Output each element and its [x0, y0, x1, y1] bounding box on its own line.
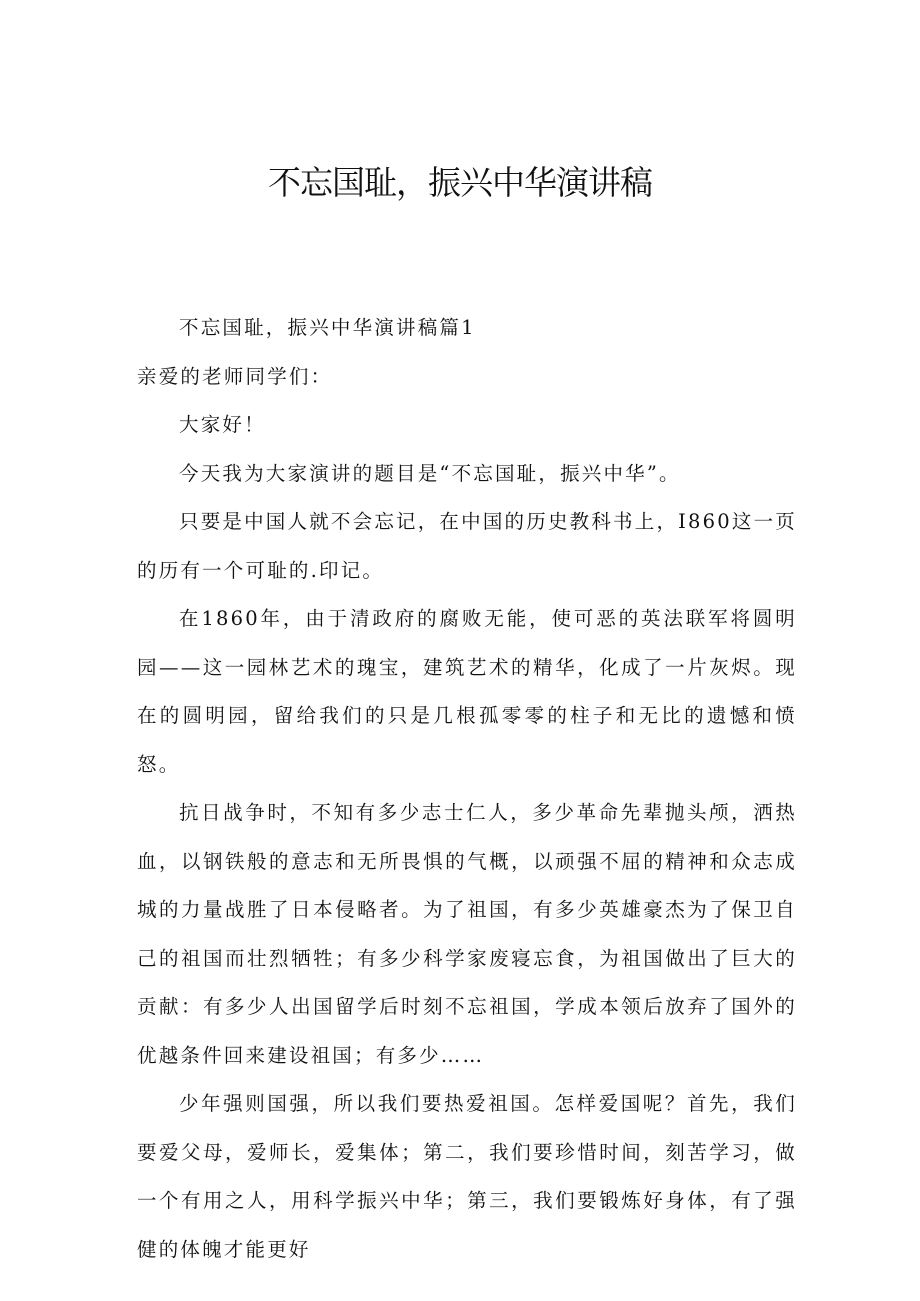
document-title: 不忘国耻，振兴中华演讲稿 — [268, 163, 652, 202]
document-body — [137, 304, 797, 1274]
paragraph: 只要是中国人就不会忘记，在中国的历史教科书上，I860这一页的历有一个可耻的.印记。 — [137, 510, 797, 582]
greeting: 大家好！ — [179, 413, 266, 436]
salutation: 亲爱的老师同学们： — [137, 364, 333, 388]
paragraph: 抗日战争时，不知有多少志士仁人，多少革命先辈抛头颅，洒热血，以钢铁般的意志和无所畏惧的气概，以顽强不屈的精神和众志成城的力量战胜了日本侵略者。为了祖国，有多少英雄豪杰为了保卫自己的祖国而壮烈牺牲；有多少科学家废寝忘食，为祖国做出了巨大的贡献：有多少人出国留学后时刻不忘祖国，学成本领后放弃了国外的优越条件回来建设祖国；有多少…… — [137, 801, 797, 1067]
paragraph: 在1860年，由于清政府的腐败无能，使可恶的英法联军将圆明园——这一园林艺术的瑰宝，建筑艺术的精华，化成了一片灰烬。现在的圆明园，留给我们的只是几根孤零零的柱子和无比的遗憾和愤怒。 — [137, 607, 797, 776]
section-heading: 不忘国耻，振兴中华演讲稿篇1 — [179, 316, 476, 339]
paragraph: 今天我为大家演讲的题目是“不忘国耻，振兴中华”。 — [179, 461, 681, 485]
paragraph: 少年强则国强，所以我们要热爱祖国。怎样爱国呢？首先，我们要爱父母，爱师长，爱集体；第二，我们要珍惜时间，刻苦学习，做一个有用之人，用科学振兴中华；第三，我们要锻炼好身体，有了强健的体魄才能更好 — [137, 1092, 797, 1261]
